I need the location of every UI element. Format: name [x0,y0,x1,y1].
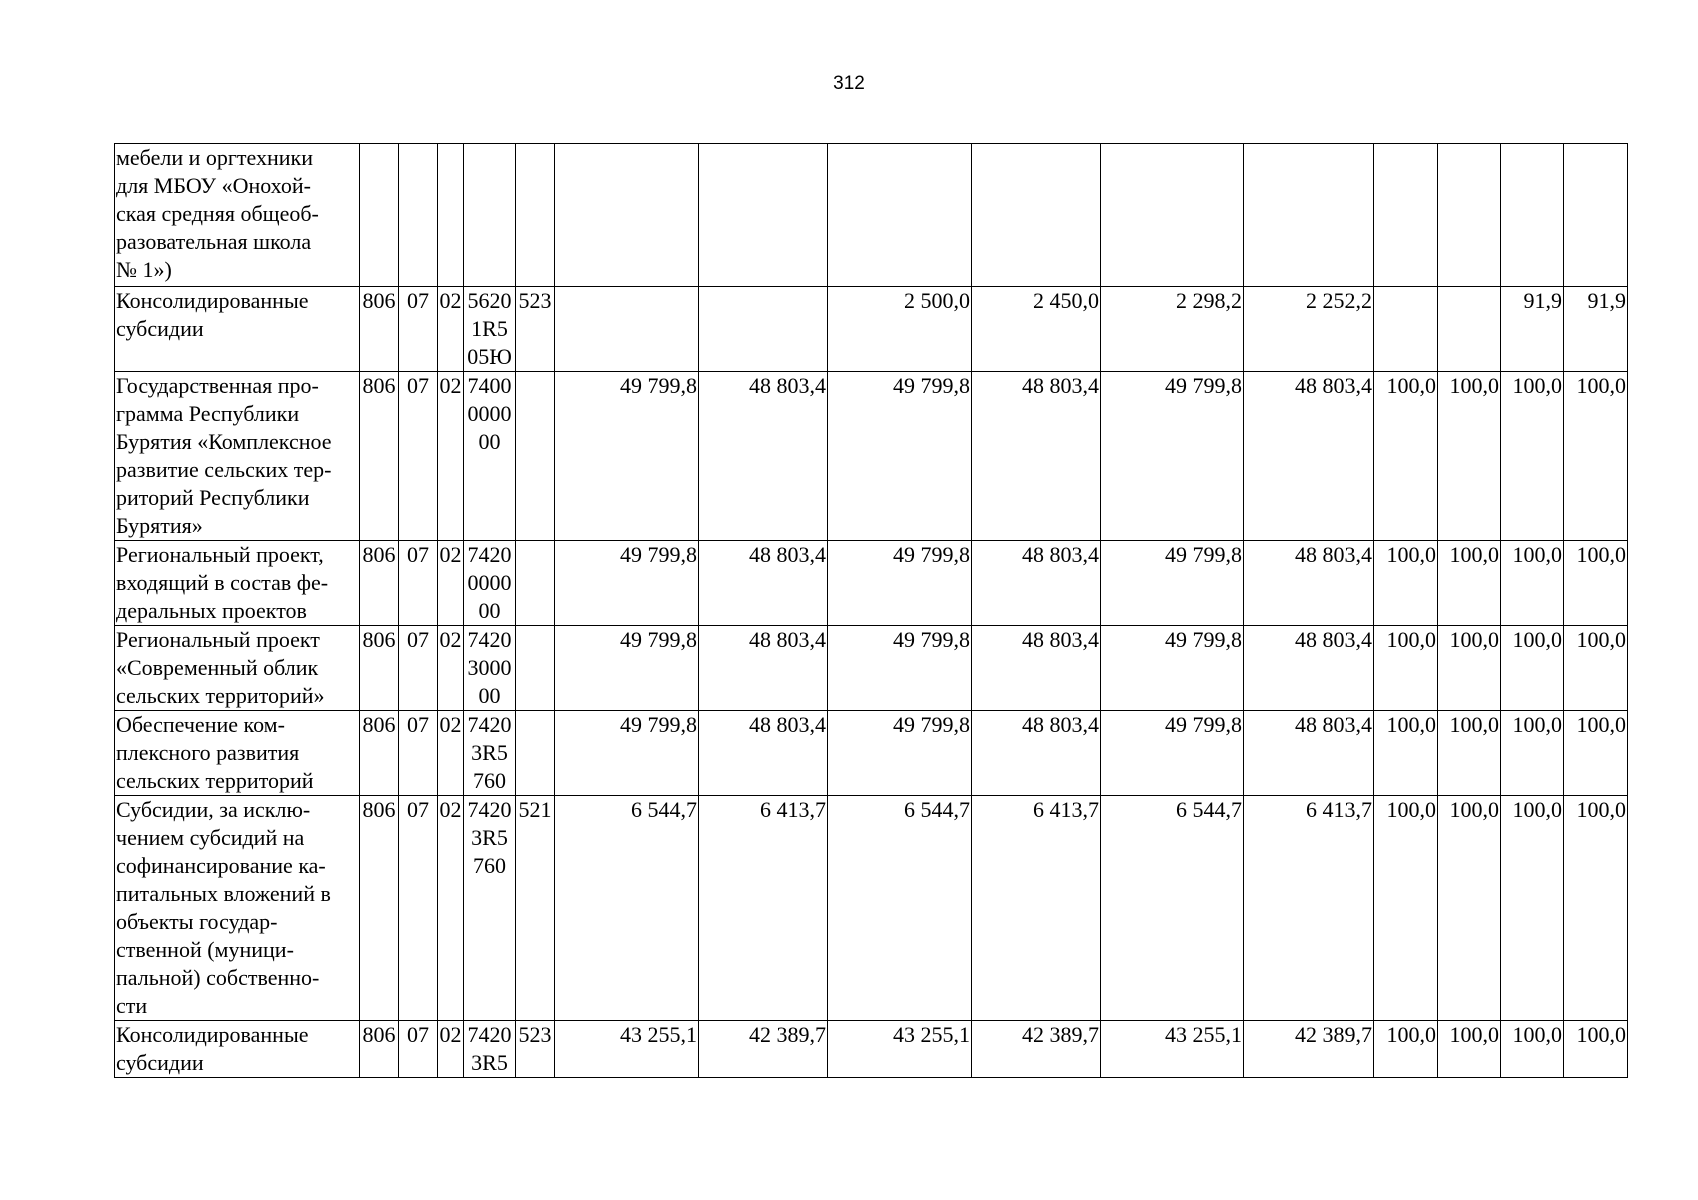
percent-cell: 100,0 [1438,541,1501,626]
amount-cell: 49 799,8 [555,372,699,541]
amount-cell: 49 799,8 [555,541,699,626]
row-name: мебели и оргтехники для МБОУ «Онохой- ская средняя общеоб- разовательная школа № 1») [115,144,360,287]
percent-cell: 91,9 [1501,287,1564,372]
amount-cell: 42 389,7 [699,1021,828,1078]
amount-cell [972,144,1101,287]
admin-code: 806 [360,287,399,372]
amount-cell: 48 803,4 [699,626,828,711]
amount-cell [555,287,699,372]
percent-cell: 100,0 [1564,541,1628,626]
table-row [115,1021,1628,1078]
section-code: 07 [399,711,438,796]
row-name: Консолидированные субсидии [115,1021,360,1078]
percent-cell: 100,0 [1438,1021,1501,1078]
percent-cell: 100,0 [1564,796,1628,1021]
target-article-code: 7420 0000 00 [464,541,516,626]
amount-cell: 48 803,4 [972,541,1101,626]
amount-cell: 6 544,7 [555,796,699,1021]
percent-cell: 100,0 [1374,1021,1438,1078]
amount-cell: 48 803,4 [699,711,828,796]
percent-cell: 100,0 [1374,626,1438,711]
amount-cell [1101,144,1244,287]
amount-cell: 49 799,8 [555,626,699,711]
subsection-code: 02 [438,541,464,626]
percent-cell: 100,0 [1374,711,1438,796]
amount-cell: 49 799,8 [1101,541,1244,626]
percent-cell: 100,0 [1501,372,1564,541]
subsection-code: 02 [438,626,464,711]
table-row [115,287,1628,372]
expense-type-code [516,711,555,796]
amount-cell: 6 413,7 [1244,796,1374,1021]
amount-cell: 48 803,4 [1244,541,1374,626]
subsection-code: 02 [438,372,464,541]
section-code: 07 [399,626,438,711]
percent-cell [1374,287,1438,372]
amount-cell: 6 544,7 [828,796,972,1021]
section-code: 07 [399,541,438,626]
amount-cell: 43 255,1 [1101,1021,1244,1078]
amount-cell [699,287,828,372]
percent-cell: 100,0 [1564,626,1628,711]
table-row [115,711,1628,796]
amount-cell: 49 799,8 [828,626,972,711]
target-article-code: 7420 3R5 [464,1021,516,1078]
amount-cell: 48 803,4 [1244,711,1374,796]
amount-cell: 49 799,8 [828,372,972,541]
amount-cell [699,144,828,287]
page-number: 312 [833,73,865,94]
admin-code [360,144,399,287]
amount-cell: 49 799,8 [1101,372,1244,541]
amount-cell: 43 255,1 [828,1021,972,1078]
percent-cell: 91,9 [1564,287,1628,372]
amount-cell: 49 799,8 [1101,626,1244,711]
subsection-code: 02 [438,796,464,1021]
percent-cell: 100,0 [1501,1021,1564,1078]
admin-code: 806 [360,796,399,1021]
amount-cell: 48 803,4 [972,372,1101,541]
percent-cell: 100,0 [1501,626,1564,711]
percent-cell: 100,0 [1564,1021,1628,1078]
percent-cell [1564,144,1628,287]
amount-cell [1244,144,1374,287]
table-row [115,144,1628,287]
budget-table [114,143,1628,1078]
percent-cell: 100,0 [1374,372,1438,541]
expense-type-code [516,372,555,541]
amount-cell: 2 252,2 [1244,287,1374,372]
target-article-code: 7420 3000 00 [464,626,516,711]
percent-cell: 100,0 [1438,626,1501,711]
admin-code: 806 [360,626,399,711]
subsection-code: 02 [438,287,464,372]
row-name: Региональный проект «Современный облик сельских территорий» [115,626,360,711]
amount-cell: 42 389,7 [972,1021,1101,1078]
percent-cell: 100,0 [1501,796,1564,1021]
subsection-code [438,144,464,287]
row-name: Консолидированные субсидии [115,287,360,372]
percent-cell: 100,0 [1374,541,1438,626]
percent-cell [1374,144,1438,287]
amount-cell: 48 803,4 [699,541,828,626]
percent-cell [1438,144,1501,287]
amount-cell: 6 544,7 [1101,796,1244,1021]
row-name: Региональный проект, входящий в состав фе- деральных проектов [115,541,360,626]
amount-cell: 42 389,7 [1244,1021,1374,1078]
admin-code: 806 [360,1021,399,1078]
amount-cell: 6 413,7 [972,796,1101,1021]
row-name: Субсидии, за исклю- чением субсидий на софинансирование ка- питальных вложений в объекты государ- ственной (муници- пальной) собственно- сти [115,796,360,1021]
amount-cell: 49 799,8 [828,541,972,626]
target-article-code: 7400 0000 00 [464,372,516,541]
percent-cell [1501,144,1564,287]
amount-cell: 2 298,2 [1101,287,1244,372]
percent-cell: 100,0 [1564,372,1628,541]
amount-cell: 48 803,4 [972,626,1101,711]
section-code: 07 [399,372,438,541]
amount-cell [555,144,699,287]
percent-cell: 100,0 [1438,711,1501,796]
amount-cell: 48 803,4 [1244,626,1374,711]
amount-cell: 6 413,7 [699,796,828,1021]
section-code: 07 [399,796,438,1021]
percent-cell: 100,0 [1438,372,1501,541]
target-article-code: 5620 1R5 05Ю [464,287,516,372]
admin-code: 806 [360,541,399,626]
percent-cell [1438,287,1501,372]
subsection-code: 02 [438,711,464,796]
expense-type-code [516,541,555,626]
table-row [115,626,1628,711]
amount-cell: 48 803,4 [972,711,1101,796]
admin-code: 806 [360,711,399,796]
section-code: 07 [399,287,438,372]
amount-cell: 49 799,8 [828,711,972,796]
expense-type-code: 523 [516,287,555,372]
row-name: Обеспечение ком- плексного развития сельских территорий [115,711,360,796]
target-article-code: 7420 3R5 760 [464,711,516,796]
admin-code: 806 [360,372,399,541]
expense-type-code [516,144,555,287]
target-article-code [464,144,516,287]
amount-cell: 49 799,8 [1101,711,1244,796]
amount-cell: 48 803,4 [699,372,828,541]
percent-cell: 100,0 [1438,796,1501,1021]
table-row [115,796,1628,1021]
percent-cell: 100,0 [1501,541,1564,626]
percent-cell: 100,0 [1374,796,1438,1021]
expense-type-code: 521 [516,796,555,1021]
table-row [115,372,1628,541]
amount-cell: 2 500,0 [828,287,972,372]
percent-cell: 100,0 [1501,711,1564,796]
table-row [115,541,1628,626]
section-code [399,144,438,287]
percent-cell: 100,0 [1564,711,1628,796]
amount-cell: 2 450,0 [972,287,1101,372]
amount-cell [828,144,972,287]
target-article-code: 7420 3R5 760 [464,796,516,1021]
amount-cell: 49 799,8 [555,711,699,796]
expense-type-code: 523 [516,1021,555,1078]
subsection-code: 02 [438,1021,464,1078]
amount-cell: 48 803,4 [1244,372,1374,541]
row-name: Государственная про- грамма Республики Бурятия «Комплексное развитие сельских тер- риторий Республики Бурятия» [115,372,360,541]
expense-type-code [516,626,555,711]
section-code: 07 [399,1021,438,1078]
amount-cell: 43 255,1 [555,1021,699,1078]
